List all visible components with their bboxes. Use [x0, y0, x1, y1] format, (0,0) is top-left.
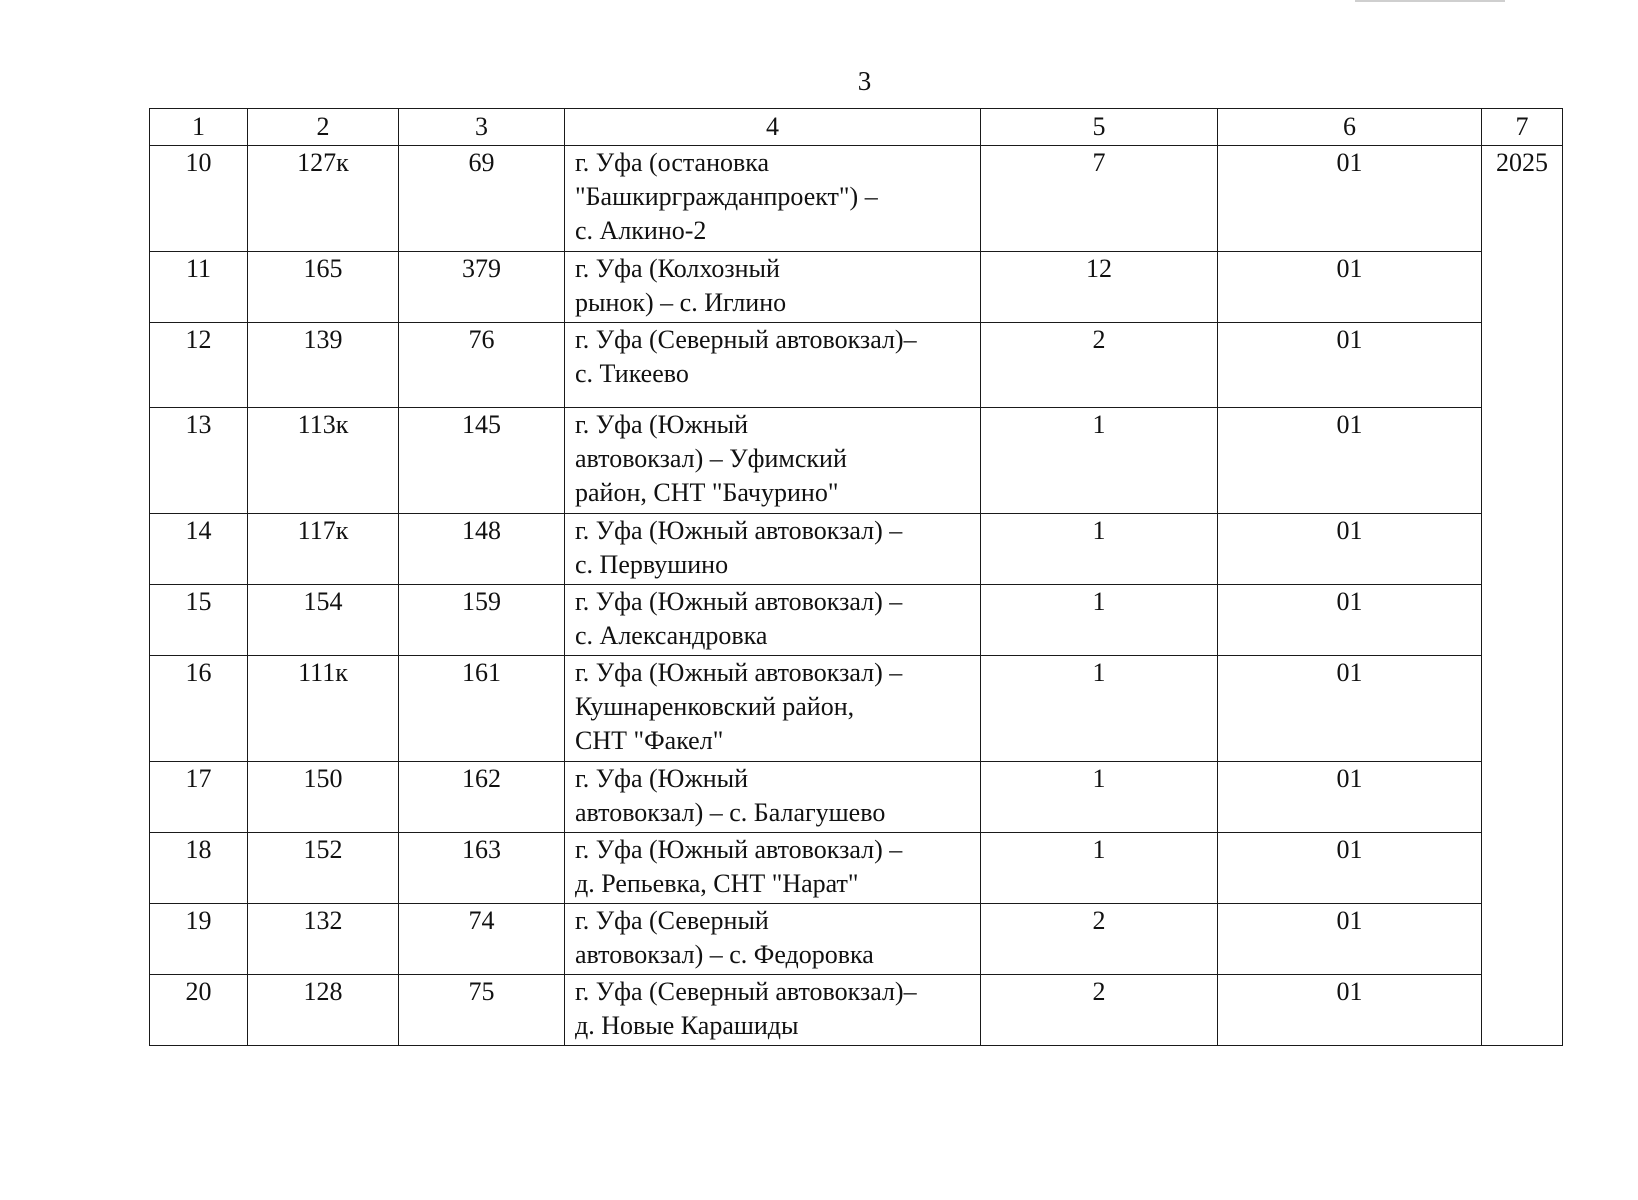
row-number-cell: 14: [150, 514, 248, 585]
code-cell: 01: [1218, 252, 1482, 323]
route-number-cell: 154: [248, 585, 399, 656]
route-line: г. Уфа (Южный: [575, 410, 748, 439]
route-description-cell: [565, 146, 981, 252]
route-description-cell: [565, 762, 981, 833]
routes-table: [149, 108, 1563, 1046]
row-number-cell: 17: [150, 762, 248, 833]
route-line: г. Уфа (Южный: [575, 764, 748, 793]
route-line: г. Уфа (Южный автовокзал) –: [575, 587, 903, 616]
vehicle-count-cell: 1: [981, 833, 1218, 904]
row-number-cell: 15: [150, 585, 248, 656]
vehicle-count-cell: 2: [981, 323, 1218, 408]
registration-number-cell: 69: [399, 146, 565, 252]
registration-number-cell: 159: [399, 585, 565, 656]
route-line: с. Алкино-2: [575, 216, 707, 245]
route-line: автовокзал) – с. Балагушево: [575, 798, 886, 827]
route-number-cell: 165: [248, 252, 399, 323]
route-number-cell: 150: [248, 762, 399, 833]
route-line: СНТ "Факел": [575, 726, 724, 755]
registration-number-cell: 145: [399, 408, 565, 514]
year-cell: 2025: [1482, 146, 1563, 1046]
table-row: [150, 904, 1563, 975]
registration-number-cell: 161: [399, 656, 565, 762]
route-line: г. Уфа (Северный автовокзал)–: [575, 977, 917, 1006]
vehicle-count-cell: 1: [981, 514, 1218, 585]
route-line: д. Репьевка, СНТ "Нарат": [575, 869, 859, 898]
route-line: д. Новые Карашиды: [575, 1011, 799, 1040]
vehicle-count-cell: 1: [981, 408, 1218, 514]
route-line: г. Уфа (Южный автовокзал) –: [575, 835, 903, 864]
code-cell: 01: [1218, 585, 1482, 656]
table-header-row: [150, 109, 1563, 146]
route-line: с. Первушино: [575, 550, 729, 579]
row-number-cell: 18: [150, 833, 248, 904]
vehicle-count-cell: 1: [981, 585, 1218, 656]
route-line: г. Уфа (Южный автовокзал) –: [575, 658, 903, 687]
table-row: [150, 514, 1563, 585]
route-description-cell: [565, 323, 981, 408]
route-line: г. Уфа (Южный автовокзал) –: [575, 516, 903, 545]
vehicle-count-cell: 2: [981, 904, 1218, 975]
registration-number-cell: 75: [399, 975, 565, 1046]
route-line: с. Тикеево: [575, 359, 689, 388]
route-description-cell: [565, 975, 981, 1046]
code-cell: 01: [1218, 323, 1482, 408]
route-line: автовокзал) – Уфимский: [575, 444, 847, 473]
code-cell: 01: [1218, 975, 1482, 1046]
code-cell: 01: [1218, 833, 1482, 904]
vehicle-count-cell: 7: [981, 146, 1218, 252]
code-cell: 01: [1218, 656, 1482, 762]
header-cell: 4: [565, 109, 981, 146]
code-cell: 01: [1218, 514, 1482, 585]
header-cell: 5: [981, 109, 1218, 146]
table-row: [150, 762, 1563, 833]
table-row: [150, 585, 1563, 656]
header-cell: 7: [1482, 109, 1563, 146]
route-description-cell: [565, 252, 981, 323]
route-description-cell: [565, 656, 981, 762]
vehicle-count-cell: 12: [981, 252, 1218, 323]
row-number-cell: 10: [150, 146, 248, 252]
route-description-cell: [565, 408, 981, 514]
table-row: [150, 975, 1563, 1046]
route-line: рынок) – с. Иглино: [575, 288, 787, 317]
table-row: [150, 146, 1563, 252]
table-row: [150, 833, 1563, 904]
page-number: 3: [857, 66, 872, 96]
registration-number-cell: 379: [399, 252, 565, 323]
route-line: Кушнаренковский район,: [575, 692, 855, 721]
vehicle-count-cell: 2: [981, 975, 1218, 1046]
route-line: г. Уфа (Северный автовокзал)–: [575, 325, 917, 354]
route-description-cell: [565, 514, 981, 585]
route-description-cell: [565, 904, 981, 975]
vehicle-count-cell: 1: [981, 656, 1218, 762]
header-cell: 6: [1218, 109, 1482, 146]
header-cell: 3: [399, 109, 565, 146]
route-number-cell: 139: [248, 323, 399, 408]
route-line: район, СНТ "Бачурино": [575, 478, 839, 507]
route-number-cell: 117к: [248, 514, 399, 585]
route-line: г. Уфа (остановка: [575, 148, 770, 177]
row-number-cell: 19: [150, 904, 248, 975]
registration-number-cell: 162: [399, 762, 565, 833]
route-number-cell: 132: [248, 904, 399, 975]
registration-number-cell: 74: [399, 904, 565, 975]
table-row: [150, 323, 1563, 408]
route-number-cell: 127к: [248, 146, 399, 252]
registration-number-cell: 148: [399, 514, 565, 585]
registration-number-cell: 163: [399, 833, 565, 904]
table-row: [150, 408, 1563, 514]
table-row: [150, 252, 1563, 323]
code-cell: 01: [1218, 762, 1482, 833]
row-number-cell: 13: [150, 408, 248, 514]
table-row: [150, 656, 1563, 762]
code-cell: 01: [1218, 146, 1482, 252]
row-number-cell: 20: [150, 975, 248, 1046]
scan-edge-mark: [1355, 0, 1505, 2]
route-description-cell: [565, 833, 981, 904]
header-cell: 2: [248, 109, 399, 146]
route-line: "Башкиргражданпроект") –: [575, 182, 878, 211]
route-number-cell: 152: [248, 833, 399, 904]
route-line: с. Александровка: [575, 621, 768, 650]
route-number-cell: 113к: [248, 408, 399, 514]
code-cell: 01: [1218, 408, 1482, 514]
route-line: г. Уфа (Колхозный: [575, 254, 780, 283]
row-number-cell: 11: [150, 252, 248, 323]
vehicle-count-cell: 1: [981, 762, 1218, 833]
row-number-cell: 12: [150, 323, 248, 408]
route-number-cell: 111к: [248, 656, 399, 762]
route-description-cell: [565, 585, 981, 656]
registration-number-cell: 76: [399, 323, 565, 408]
route-line: автовокзал) – с. Федоровка: [575, 940, 874, 969]
header-cell: 1: [150, 109, 248, 146]
route-line: г. Уфа (Северный: [575, 906, 769, 935]
code-cell: 01: [1218, 904, 1482, 975]
route-number-cell: 128: [248, 975, 399, 1046]
row-number-cell: 16: [150, 656, 248, 762]
